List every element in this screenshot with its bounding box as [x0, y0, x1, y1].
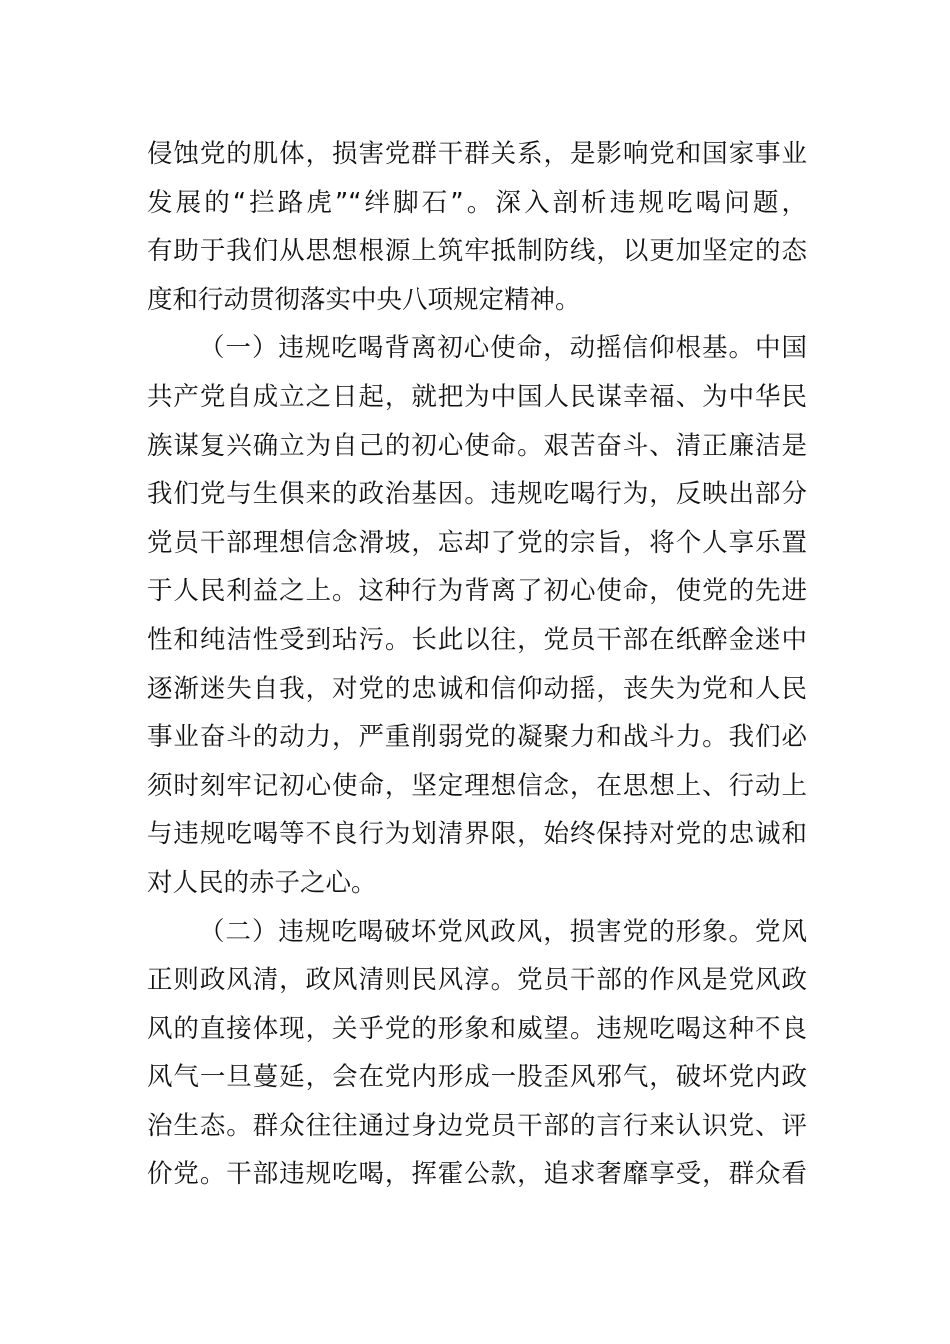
- text-line: 有助于我们从思想根源上筑牢抵制防线，以更加坚定的态: [147, 236, 807, 267]
- text-line: 风的直接体现，关乎党的形象和威望。违规吃喝这种不良: [147, 1013, 807, 1044]
- body-text: [147, 130, 807, 1199]
- text-line: 须时刻牢记初心使命，坚定理想信念，在思想上、行动上: [147, 770, 807, 801]
- text-line: 与违规吃喝等不良行为划清界限，始终保持对党的忠诚和: [147, 819, 807, 850]
- text-line: 族谋复兴确立为自己的初心使命。艰苦奋斗、清正廉洁是: [147, 430, 807, 461]
- text-line: 党员干部理想信念滑坡，忘却了党的宗旨，将个人享乐置: [147, 527, 807, 558]
- text-line: 共产党自成立之日起，就把为中国人民谋幸福、为中华民: [147, 381, 807, 412]
- text-line: 侵蚀党的肌体，损害党群干群关系，是影响党和国家事业: [147, 139, 807, 169]
- text-line: 价党。干部违规吃喝，挥霍公款，追求奢靡享受，群众看: [147, 1159, 807, 1190]
- text-line: 正则政风清，政风清则民风淳。党员干部的作风是党风政: [147, 965, 807, 996]
- text-line: 对人民的赤子之心。: [147, 867, 377, 898]
- text-line: 我们党与生俱来的政治基因。违规吃喝行为，反映出部分: [147, 479, 807, 510]
- text-line: 性和纯洁性受到玷污。长此以往，党员干部在纸醉金迷中: [147, 624, 807, 655]
- text-line: 治生态。群众往往通过身边党员干部的言行来认识党、评: [147, 1110, 807, 1141]
- section-1-heading-line: （一）违规吃喝背离初心使命，动摇信仰根基。中国: [199, 333, 807, 364]
- section-2-heading-line: （二）违规吃喝破坏党风政风，损害党的形象。党风: [199, 916, 807, 947]
- text-line: 逐渐迷失自我，对党的忠诚和信仰动摇，丧失为党和人民: [147, 673, 807, 704]
- text-line: 风气一旦蔓延，会在党内形成一股歪风邪气，破坏党内政: [147, 1062, 807, 1093]
- text-line: 于人民利益之上。这种行为背离了初心使命，使党的先进: [147, 576, 807, 607]
- text-line: 发展的“拦路虎”“绊脚石”。深入剖析违规吃喝问题，: [147, 187, 807, 218]
- text-line: 事业奋斗的动力，严重削弱党的凝聚力和战斗力。我们必: [147, 722, 807, 753]
- text-line: 度和行动贯彻落实中央八项规定精神。: [147, 284, 581, 315]
